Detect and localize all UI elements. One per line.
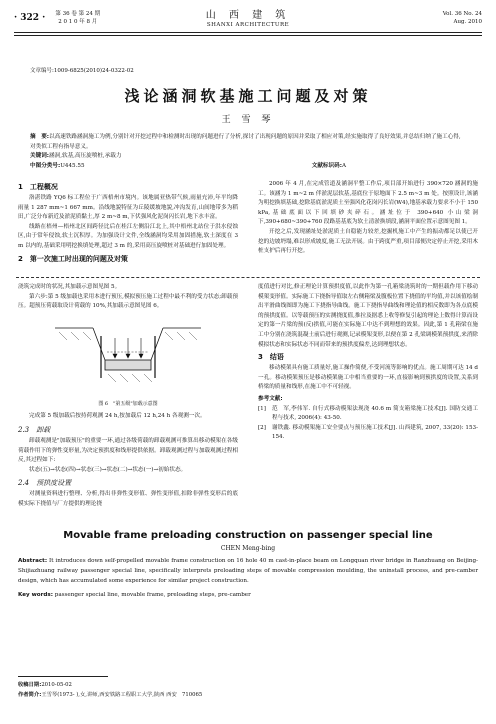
abstract	[30, 133, 466, 152]
doc-code-label: 文献标识码:	[311, 162, 342, 169]
header-rule	[14, 32, 482, 33]
received-date	[18, 680, 202, 690]
keywords-text: 涵洞,软基,高压旋喷桩,承载力	[49, 153, 122, 159]
subsection-2-3-paragraph: 卸载观测是"加载预压"的重要一环,通过各级荷载的卸载观测可推算出移动模架在各级荷载作用下的弹性变形量,为决定预拱度和线形提供依据。卸载观测过程与加载观测过程相反,其过程如下:	[18, 437, 238, 464]
subsection-2-4-heading: 2.4 预拱度设置	[18, 479, 72, 488]
paper-author: 王 雪 琴	[221, 115, 275, 125]
journal-name	[14, 10, 482, 29]
received-label: 收稿日期:	[18, 682, 42, 688]
english-abstract-label: Abstract:	[18, 558, 48, 564]
clc-label: 中图分类号:	[30, 162, 61, 169]
reference-number: [1]	[258, 405, 266, 412]
doc-code-value: A	[341, 162, 346, 169]
keywords	[30, 152, 466, 162]
header-rule-thin	[14, 35, 482, 36]
subsection-2-3-sequence: 状态(五)→状态(四)→状态(三)→状态(二)→状态(一)→初始状态。	[29, 466, 187, 473]
figure-6	[53, 316, 203, 398]
received-value: 2010-05-02	[41, 682, 72, 688]
clc-value: U445.55	[60, 162, 85, 169]
doc-code	[312, 162, 346, 172]
page-number: · 322 ·	[14, 13, 46, 23]
section-3-heading: 3 结语	[258, 353, 284, 362]
references	[258, 395, 478, 443]
footnote-rule	[18, 676, 108, 677]
volume-info	[443, 10, 482, 26]
author-bio	[18, 690, 202, 700]
footnote	[18, 680, 202, 700]
abstract-block	[30, 133, 466, 171]
section-1-heading: 1 工程概况	[18, 183, 58, 191]
classification-row	[30, 162, 466, 172]
english-abstract-text: It introduces down self-propelled movable frame construction on 16 hole 40 m cast-in-place beam on Longquan river bridge in Ranzhuang on Beijing-Shijiazhuang railway passenger special line, specifically interprets preloading steps of movable compression moulding, the uninstall process, and pre-camber design, which has accumulated some experience for similar project construction.	[18, 558, 479, 584]
journal-name-en: SHANXI ARCHITECTURE	[206, 22, 290, 28]
figure-6-caption: 图 6 "第五级"加载示意图	[98, 400, 158, 407]
subsection-2-4-paragraph: 对测量资料进行整理、分析,得出非弹性变形值、弹性变形值,扣除非弹性变形后的底模实际下挠值与厂方提供的理论挠	[18, 491, 238, 507]
subsection-2-3-heading: 2.3 卸载	[18, 425, 51, 434]
issue-line-1: 第 36 卷 第 24 期	[55, 11, 101, 17]
section-3-paragraph: 移动模架具有施工质量好,施工操作简便,不受河流等影响的优点。施工周期可达 14 d 一孔。移动模架预压是移动模架施工中相当重要的一环,直接影响到预拱度的设置,关系到桥梁的质量和线形,在施工中不可轻视。	[258, 365, 478, 391]
author-bio-label: 作者简介:	[18, 692, 42, 698]
paper-title: 浅论涵洞软基施工问题及对策	[124, 87, 372, 105]
reference-item	[258, 405, 478, 424]
col4-paragraph-1: 度值进行对比,修正理论计算预拱度值,以此作为第一孔箱梁浇筑时的一期但载作用下移动模架变形值。实际施工下挠指导值取左右侧箱梁及腹板位置下挠值的平均值,并以该值绘制出平滑曲线图即为施工下挠指导曲线。施工下挠指导曲线和理论值的相反数即为各点底模的预拱度值。以等载预压的实测挠度值,推拉及据悉上收等修复引起的理论上数得计算而设定的第一片梁的预(反)拱值,可能在实际施工中达不到理想的效果。因此,第 1 孔箱梁在施工中分别在浇筑混凝土前后进行观测,记录模架变形,以便在第 2 孔梁调模架预拱度,来消除模拟状态和实际状态不同而带来的预拱度偏差,达到理想状态。	[258, 284, 478, 348]
col2-paragraph-1: 2006 年 4 月,在完成管道及涵洞平整工作后,项目部开始进行 390×720 涵洞的施工。该涵为 1 m~2 m 伴淤泥层软基,基底位于原地面下 2.5 m~3 m 处。按照设计,该涵为明挖换填基础,挖除基底淤泥质土至强风化花岗闪长岩(W4),地基承载力要求不小于 150 kPa,基础底面以下回填砂夹碎石。涵址位于 390+640 小山梁洞下,390+680~390+760 段路基基底为软土清淤换填段,涵洞平面位置示意图见图 1。	[258, 181, 478, 226]
section-1-paragraph-2: 线路在梧州—梧州北区间跨径比后在桂江左侧沿江北上,其中梧州北站位于洪水侵蚀区,由于常年侵蚀,软土沉积厚。为加强设计文件,全线涵洞均采用加固措施,软土深度在 3 m 以内的,基础采用明挖换填处理,超过 3 m 的,采用高压旋喷桩对基础进行加固处理。	[18, 223, 238, 249]
english-abstract-block	[18, 530, 478, 600]
reference-text: 谢铁鑫. 移动模架施工安全要点与预压施工技术[J]. 山西建筑, 2007, 33(20): 153-154.	[271, 424, 478, 441]
column-right-top	[258, 180, 478, 257]
english-keywords-text: passenger special line, movable frame, preloading steps, pre-camber	[54, 592, 251, 598]
volume-line-2: Aug. 2010	[453, 19, 482, 25]
article-separator	[16, 277, 480, 278]
clc-code	[30, 162, 85, 172]
english-abstract	[18, 556, 478, 586]
figure-6-diagram	[53, 316, 203, 398]
col2-paragraph-2: 开挖之后,发现涵址处淤泥质土自稳能力较差,挖掘机施工中产生的振动都足以使已开挖的边坡坍塌,难以形成坡度,施工无法开展。由于跨度严重,项目部便决定停止开挖,采用木桩支护后再行开挖。	[258, 228, 478, 255]
reference-item	[258, 424, 478, 443]
column-left-bottom	[18, 283, 238, 510]
article-number: 文章编号:1009-6825(2010)24-0322-02	[30, 68, 134, 74]
column-right-bottom	[258, 283, 478, 443]
keywords-label: 关键词:	[30, 153, 50, 159]
volume-line-1: Vol. 36 No. 24	[442, 11, 482, 17]
reference-number: [2]	[258, 424, 266, 431]
journal-header	[14, 6, 482, 46]
section-2-paragraph-1: 浇筑完成时的状况,其加载示意图见图 5。	[18, 284, 121, 290]
abstract-text: 以高速铁路涵洞施工为例,分别针对开挖过程中和检测时出现的问题进行了分析,探讨了出现问题的原因并采取了相应对策,经实施取得了良好效果,并总结归纳了施工心得,对类似工程有指导意义。	[30, 134, 461, 150]
abstract-label: 摘 要:	[30, 134, 50, 140]
section-1-paragraph-1: 洛湛铁路 YQ6 标工程位于广西梧州市境内。该地属亚热带气候,雨量充沛,年平均降雨量 1 287 mm~1 667 mm。沿线地貌特征为丘陵缓坡地貌,冲沟发育,山间地带多为稻田,广泛分布新近及淤泥质黏土,厚 2 m~8 m,下伏强风化泥岗闪长岩,地下水丰富。	[18, 195, 238, 221]
english-title: Movable frame preloading construction on passenger special line	[63, 530, 433, 541]
reference-text: 范 军,李伟军. 自行式移动模架法现浇 40.6 m 简支箱梁施工技术[J]. 国防交通工程与技术, 2006(4): 43-50.	[271, 405, 478, 422]
section-2-paragraph-3: 完成第 5 级加载后按持荷观测 24 h,按加载后 12 h,24 h 各观测一次。	[29, 413, 206, 420]
section-2-paragraph-2: 第六步:第 5 级加载也采用本进行预压,模拟预压施工过程中最不利的受力状态;卸载预压。超预压荷载取设计荷载的 10%,其加载示意图见图 6。	[18, 293, 238, 310]
references-heading: 参考文献:	[258, 395, 283, 402]
issue-line-2: 2 0 1 0 年 8 月	[58, 19, 98, 25]
author-bio-value: 王雪琴(1973- ),女,讲师,西安铁路工程职工大学,陕西 西安 710065	[41, 692, 203, 698]
column-left-top	[18, 180, 238, 266]
english-keywords	[18, 590, 478, 600]
english-author: CHEN Meng-bing	[220, 545, 276, 552]
journal-name-cn: 山 西 建 筑	[205, 10, 291, 21]
section-2-heading: 2 第一次施工时出现的问题及对策	[18, 254, 128, 263]
english-keywords-label: Key words:	[18, 592, 53, 598]
